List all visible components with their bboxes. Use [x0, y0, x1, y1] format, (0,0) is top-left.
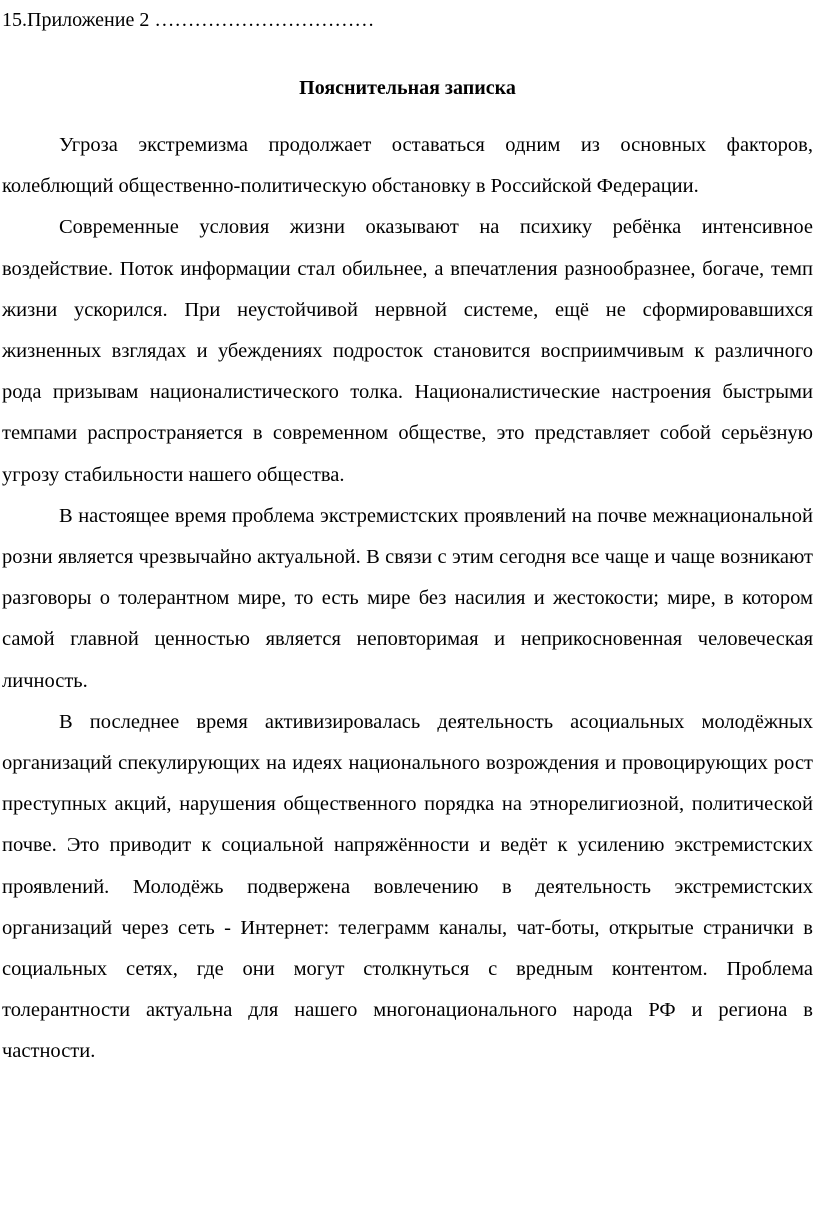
paragraph-2: Современные условия жизни оказывают на психику ребёнка интенсивное воздействие. Поток информации стал обильнее, а впечатления разнообразнее, богаче, темп жизни ускорился. При неустойчивой нервной системе, ещё не сформировавшихся жизненных взглядах и убеждениях подросток становится восприимчивым к различного рода призывам националистического толка. Националистические настроения быстрыми темпами распространяется в современном обществе, это представляет собой серьёзную угрозу стабильности нашего общества. [2, 216, 813, 486]
paragraph-1: Угроза экстремизма продолжает оставаться одним из основных факторов, колеблющий общественно-политическую обстановку в Российской Федерации. [2, 134, 813, 198]
document-title: Пояснительная записка [299, 77, 516, 99]
paragraph-3: В настоящее время проблема экстремистских проявлений на почве межнациональной розни является чрезвычайно актуальной. В связи с этим сегодня все чаще и чаще возникают разговоры о толерантном мире, то есть мире без насилия и жестокости; мире, в котором самой главной ценностью является неповторимая и неприкосновенная человеческая личность. [2, 504, 813, 692]
toc-entry: 15.Приложение 2 …………………………… [2, 9, 375, 31]
paragraph-4: В последнее время активизировалась деятельность асоциальных молодёжных организаций спекулирующих на идеях национального возрождения и провоцирующих рост преступных акций, нарушения общественного порядка на этнорелигиозной, политической почве. Это приводит к социальной напряжённости и ведёт к усилению экстремистских проявлений. Молодёжь подвержена вовлечению в деятельность экстремистских организаций через сеть - Интернет: телеграмм каналы, чат-боты, открытые странички в социальных сетях, где они могут столкнуться с вредным контентом. Проблема толерантности актуальна для нашего многонационального народа РФ и региона в частности. [2, 710, 813, 1063]
